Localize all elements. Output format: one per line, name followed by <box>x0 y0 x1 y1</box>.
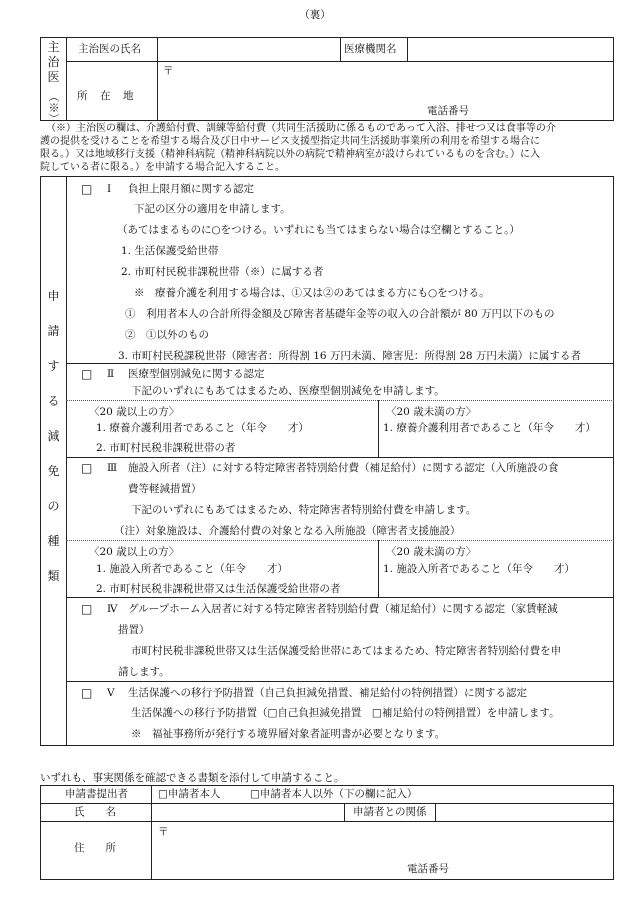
doctor-vert-note: （※） <box>47 91 60 124</box>
submitter-label: 申請書提出者 <box>65 788 128 800</box>
section-divider <box>66 363 614 364</box>
section-3-numeral: Ⅲ <box>107 462 118 474</box>
reduction-vertical-label <box>41 287 66 602</box>
section-1-item: 1. 生活保護受給世帯 <box>121 245 219 257</box>
reduction-vert-char: 減 <box>47 429 60 443</box>
section-divider <box>66 457 614 458</box>
postal-mark: 〒 <box>163 65 174 77</box>
institution-field[interactable] <box>408 38 613 60</box>
section-3-note: （注）対象施設は、介護給付費の対象となる入所施設（障害者支援施設） <box>114 525 461 537</box>
section-3-title: 施設入所者（注）に対する特定障害者特別給付費（補足給付）に関する認定（入所施設の食 <box>128 462 559 474</box>
section-divider <box>66 597 614 598</box>
section-5-text: 生活保護への移行予防措置（□自己負担減免措置 □補足給付の特例措置）を申請します。 <box>131 707 560 719</box>
attachment-note: いずれも、事実関係を確認できる書類を添付して申請すること。 <box>40 772 345 784</box>
doctor-vertical-label <box>41 40 66 124</box>
reduction-vert-char: 種 <box>47 534 60 548</box>
reduction-vert-char: 請 <box>47 324 60 338</box>
section-2-age-over-20-item: 1. 療養介護利用者であること（年令 才） <box>96 422 309 434</box>
doctor-name-field[interactable] <box>158 38 339 60</box>
section-2-age-over-20-item: 2. 市町村民税非課税世帯の者 <box>96 442 236 454</box>
section-divider <box>66 681 614 682</box>
doctor-address-label: 所 在 地 <box>77 90 135 102</box>
section-2-dotted-divider <box>66 400 614 401</box>
section-1-title: 負担上限月額に関する認定 <box>128 183 254 195</box>
section-2-checkbox[interactable]: □ <box>81 367 93 381</box>
reduction-box-border <box>40 176 614 746</box>
section-3-text: 下記のいずれにもあてはまるため、特定障害者特別給付費を申請します。 <box>131 504 477 516</box>
section-1-item: 2. 市町村民税非課税世帯（※）に属する者 <box>121 266 324 278</box>
submitter-name-label: 氏 名 <box>74 806 116 818</box>
section-5-note: ※ 福祉事務所が発行する境界層対象者証明書が必要となります。 <box>131 728 446 740</box>
section-2-age-over-20-heading: 〈20 歳以上の方〉 <box>89 406 180 418</box>
submitter-option-other[interactable]: □申請者本人以外（下の欄に記入） <box>250 788 418 800</box>
section-5-title: 生活保護への移行予防措置（自己負担減免措置、補足給付の特例措置）に関する認定 <box>128 687 527 699</box>
section-1-text: 下記の区分の適用を申請します。 <box>134 203 291 215</box>
section-2-text: 下記のいずれにもあてはまるため、医療型個別減免を申請します。 <box>131 385 445 397</box>
page-side-label: （裏） <box>299 9 331 21</box>
doctor-vert-char: 医 <box>47 70 60 84</box>
section-3-dotted-divider <box>66 540 614 541</box>
section-3-age-under-20-heading: 〈20 歳未満の方〉 <box>386 546 477 558</box>
relation-field[interactable] <box>436 804 613 820</box>
reduction-vert-char: す <box>47 359 60 373</box>
institution-label: 医療機関名 <box>344 43 397 55</box>
reduction-label-divider <box>66 176 67 746</box>
section-5-numeral: Ⅴ <box>107 687 115 699</box>
relation-label-left-divider <box>344 803 345 821</box>
reduction-vert-char: 申 <box>47 289 60 303</box>
submitter-postal-mark: 〒 <box>158 826 169 838</box>
reduction-vert-char: る <box>47 394 60 408</box>
doctor-vert-char: 主 <box>47 40 60 54</box>
institution-label-left-divider <box>340 37 341 61</box>
note-line: 護の提供を受けることを希望する場合及び日中サービス支援型指定共同生活援助事業所の利用を希望する場合に <box>40 136 540 147</box>
reduction-vert-char: 類 <box>47 569 60 583</box>
note-line: 院している者に限る。）を申請する場合記入すること。 <box>40 162 285 173</box>
section-3-column-divider <box>378 540 379 597</box>
section-1-text: （あてはまるものに○をつける。いずれにも当てはまらない場合は空欄とすること。） <box>117 224 520 236</box>
section-1-numeral: Ⅰ <box>107 183 112 195</box>
section-4-text: 請します。 <box>118 666 170 678</box>
note-line: （※）主治医の欄は、介護給付費、訓練等給付費（共同生活援助に係るものであって入浴、排せつ又は食事等の介 <box>46 123 556 134</box>
section-3-age-under-20-item: 1. 施設入所者であること（年令 才） <box>383 563 575 575</box>
section-3-age-over-20-heading: 〈20 歳以上の方〉 <box>89 546 180 558</box>
section-4-text: 市町村民税非課税世帯又は生活保護受給世帯にあてはまるため、特定障害者特別給付費を申 <box>131 645 562 657</box>
section-3-age-over-20-item: 2. 市町村民税非課税世帯又は生活保護受給世帯の者 <box>96 583 341 595</box>
reduction-vert-char: 免 <box>47 464 60 478</box>
section-1-note: ※ 療養介護を利用する場合は、①又は②のあてはまる方にも○をつける。 <box>134 287 490 299</box>
submitter-address-field[interactable] <box>152 822 613 879</box>
submitter-option-self[interactable]: □申請者本人 <box>158 788 221 800</box>
section-2-column-divider <box>378 400 379 457</box>
relation-label: 申請者との関係 <box>353 806 427 818</box>
doctor-address-field[interactable] <box>158 62 613 120</box>
section-2-age-under-20-heading: 〈20 歳未満の方〉 <box>386 406 477 418</box>
section-1-subitem: ① 利用者本人の合計所得金額及び障害者基礎年金等の収入の合計額が 80 万円以下のもの <box>125 308 555 320</box>
doctor-vert-char: 治 <box>47 55 60 69</box>
section-1-subitem: ② ①以外のもの <box>125 329 209 341</box>
section-2-age-under-20-item: 1. 療養介護利用者であること（年令 才） <box>383 422 596 434</box>
section-1-checkbox[interactable]: □ <box>81 182 93 196</box>
section-4-title-cont: 措置） <box>118 624 150 636</box>
section-4-numeral: Ⅳ <box>107 603 118 615</box>
section-4-title: グループホーム入居者に対する特定障害者特別給付費（補足給付）に関する認定（家賃軽減 <box>128 603 558 615</box>
section-3-age-over-20-item: 1. 施設入所者であること（年令 才） <box>96 563 288 575</box>
submitter-address-label: 住 所 <box>74 842 116 854</box>
section-1-item: 3. 市町村民税課税世帯（障害者：所得割 16 万円未満、障害児：所得割 28 万円未満）に属する者 <box>118 350 581 362</box>
note-line: 限る。）又は地域移行支援（精神科病院（精神科病院以外の病院で精神病室が設けられているものを含む。）に入 <box>40 149 540 160</box>
section-2-title: 医療型個別減免に関する認定 <box>128 368 265 380</box>
section-4-checkbox[interactable]: □ <box>81 602 93 616</box>
reduction-vert-char: の <box>47 499 60 513</box>
section-5-checkbox[interactable]: □ <box>81 686 93 700</box>
doctor-phone-label: 電話番号 <box>427 105 469 117</box>
doctor-label-divider <box>66 37 67 121</box>
section-3-checkbox[interactable]: □ <box>81 461 93 475</box>
submitter-name-field[interactable] <box>152 804 343 820</box>
doctor-name-label: 主治医の氏名 <box>78 43 141 55</box>
section-3-title-cont: 費等軽減措置） <box>128 483 202 495</box>
submitter-phone-label: 電話番号 <box>407 863 449 875</box>
section-2-numeral: Ⅱ <box>107 368 115 380</box>
